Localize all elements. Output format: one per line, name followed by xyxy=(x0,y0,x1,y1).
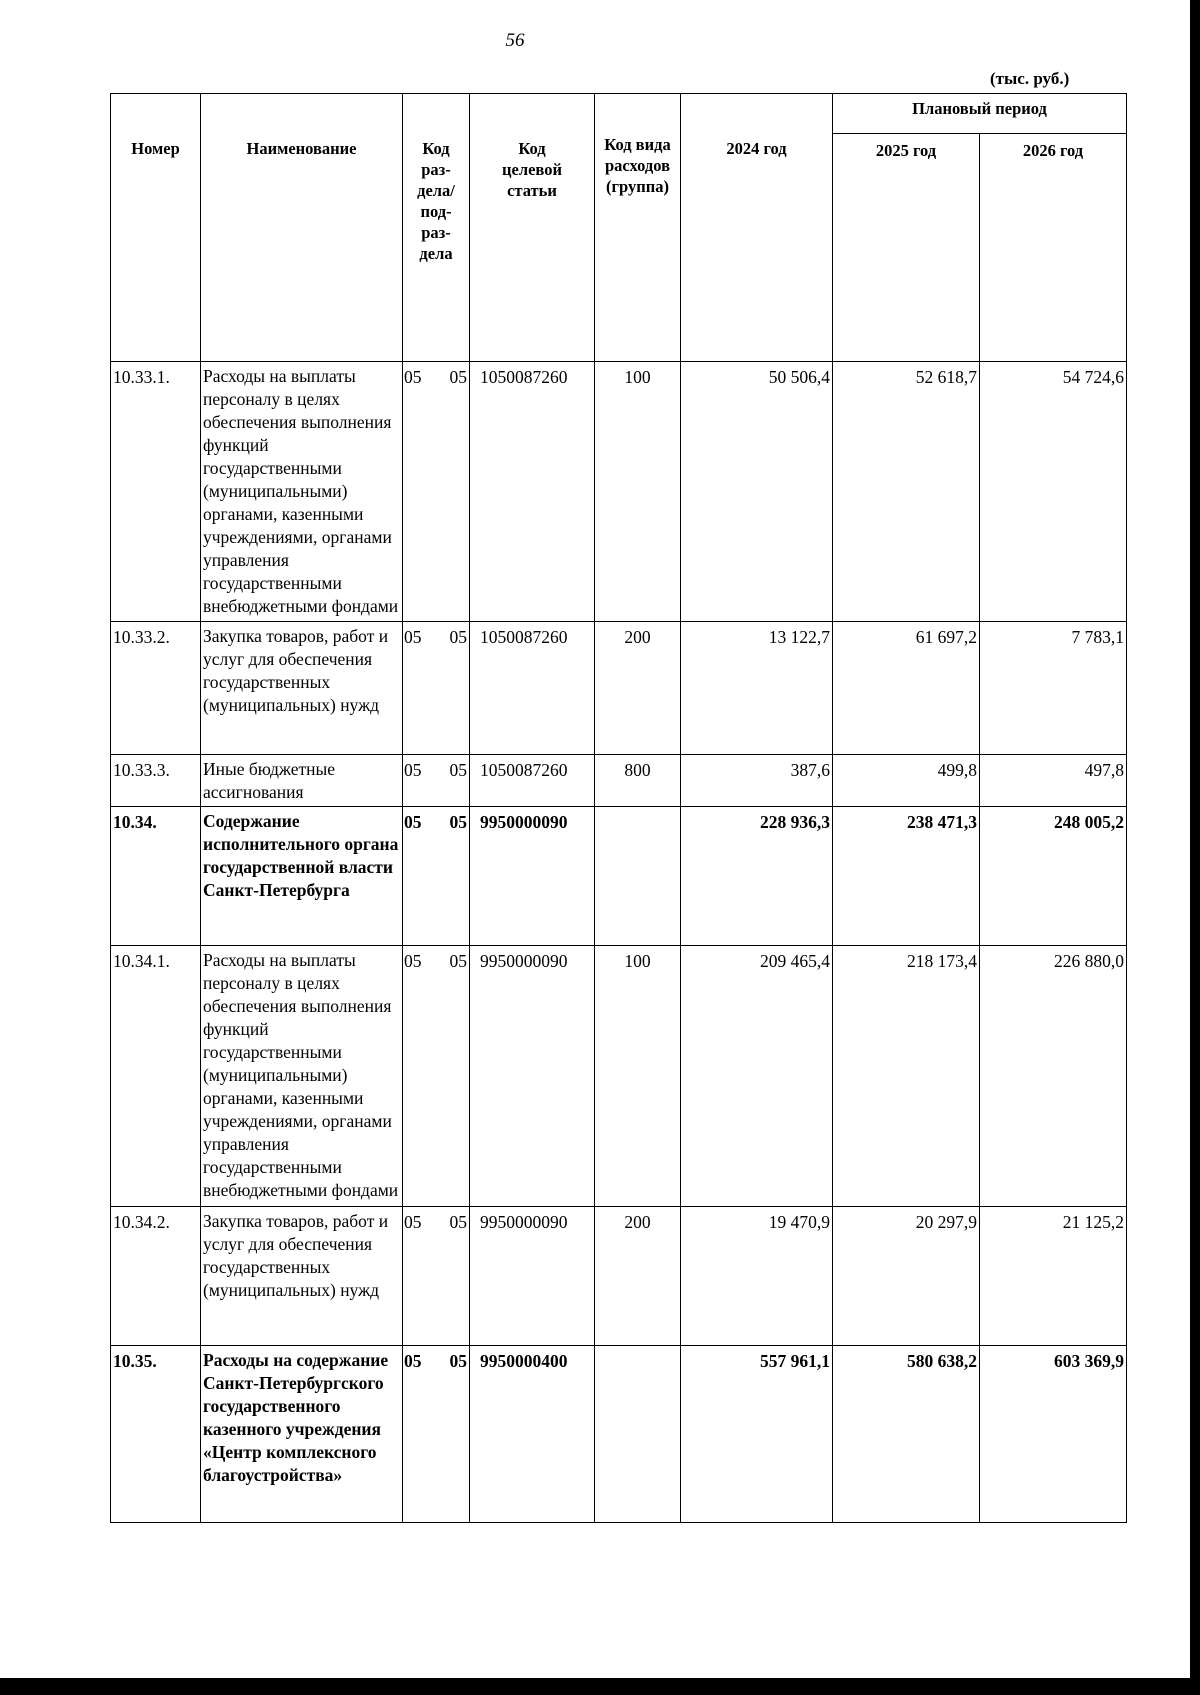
row-amount-2025: 238 471,3 xyxy=(833,807,980,946)
table-row xyxy=(111,755,1127,807)
row-amount-2026: 226 880,0 xyxy=(980,946,1127,1207)
table-row xyxy=(111,807,1127,946)
row-razdel: 05 xyxy=(404,627,422,647)
row-number: 10.35. xyxy=(111,1346,201,1523)
budget-table xyxy=(110,93,1127,1523)
table-row xyxy=(111,946,1127,1207)
row-amount-2025: 61 697,2 xyxy=(833,622,980,755)
header-number: Номер xyxy=(111,94,201,362)
row-razdel: 05 xyxy=(404,760,422,780)
units-label: (тыс. руб.) xyxy=(990,69,1070,88)
row-amount-2024: 228 936,3 xyxy=(681,807,833,946)
row-section-code xyxy=(403,1207,470,1346)
row-name: Расходы на выплаты персоналу в целях обеспечения выполнения функций государственными (муниципальными) органами, казенными учреждениями, органами управления государственными внебюджетными фондами xyxy=(201,362,403,622)
row-expense-group: 800 xyxy=(595,755,681,807)
row-section-code xyxy=(403,755,470,807)
row-number: 10.33.3. xyxy=(111,755,201,807)
header-section: Код раз- дела/ под- раз- дела xyxy=(403,94,470,362)
header-2024: 2024 год xyxy=(681,94,833,362)
row-target-code: 1050087260 xyxy=(470,755,595,807)
header-2025: 2025 год xyxy=(833,134,980,362)
page-number: 56 xyxy=(505,30,525,51)
row-name: Расходы на содержание Санкт-Петербургского государственного казенного учреждения «Центр комплексного благоустройства» xyxy=(201,1346,403,1523)
table-row xyxy=(111,622,1127,755)
row-podrazdel: 05 xyxy=(449,760,467,780)
table-row xyxy=(111,1346,1127,1523)
row-section-code xyxy=(403,1346,470,1523)
row-section-code xyxy=(403,622,470,755)
row-expense-group: 200 xyxy=(595,1207,681,1346)
row-target-code: 9950000090 xyxy=(470,946,595,1207)
row-target-code: 9950000090 xyxy=(470,1207,595,1346)
row-amount-2026: 54 724,6 xyxy=(980,362,1127,622)
row-number: 10.33.1. xyxy=(111,362,201,622)
header-row-1 xyxy=(111,94,1127,134)
table-row xyxy=(111,1207,1127,1346)
row-razdel: 05 xyxy=(404,951,422,971)
row-name: Закупка товаров, работ и услуг для обеспечения государственных (муниципальных) нужд xyxy=(201,622,403,755)
row-amount-2026: 603 369,9 xyxy=(980,1346,1127,1523)
row-number: 10.33.2. xyxy=(111,622,201,755)
row-name: Расходы на выплаты персоналу в целях обеспечения выполнения функций государственными (муниципальными) органами, казенными учреждениями, органами управления государственными внебюджетными фондами xyxy=(201,946,403,1207)
row-podrazdel: 05 xyxy=(449,1351,467,1371)
row-target-code: 1050087260 xyxy=(470,622,595,755)
row-target-code: 9950000400 xyxy=(470,1346,595,1523)
row-amount-2025: 52 618,7 xyxy=(833,362,980,622)
row-razdel: 05 xyxy=(404,1351,422,1371)
row-podrazdel: 05 xyxy=(449,812,467,832)
row-name: Закупка товаров, работ и услуг для обеспечения государственных (муниципальных) нужд xyxy=(201,1207,403,1346)
row-amount-2026: 248 005,2 xyxy=(980,807,1127,946)
header-planned-period: Плановый период xyxy=(833,94,1127,134)
row-amount-2025: 499,8 xyxy=(833,755,980,807)
row-razdel: 05 xyxy=(404,1212,422,1232)
row-podrazdel: 05 xyxy=(449,627,467,647)
scan-edge-bottom xyxy=(0,1678,1200,1695)
row-expense-group: 100 xyxy=(595,362,681,622)
row-section-code xyxy=(403,362,470,622)
table-body xyxy=(111,362,1127,1523)
row-podrazdel: 05 xyxy=(449,367,467,387)
row-amount-2026: 21 125,2 xyxy=(980,1207,1127,1346)
row-expense-group: 200 xyxy=(595,622,681,755)
row-razdel: 05 xyxy=(404,367,422,387)
row-amount-2026: 497,8 xyxy=(980,755,1127,807)
row-amount-2024: 13 122,7 xyxy=(681,622,833,755)
row-amount-2024: 387,6 xyxy=(681,755,833,807)
header-csr: Код целевой статьи xyxy=(470,94,595,362)
row-amount-2024: 19 470,9 xyxy=(681,1207,833,1346)
header-group: Код вида расходов (группа) xyxy=(595,94,681,362)
row-amount-2024: 209 465,4 xyxy=(681,946,833,1207)
row-amount-2025: 580 638,2 xyxy=(833,1346,980,1523)
row-amount-2025: 218 173,4 xyxy=(833,946,980,1207)
row-section-code xyxy=(403,946,470,1207)
row-expense-group: 100 xyxy=(595,946,681,1207)
row-number: 10.34. xyxy=(111,807,201,946)
row-amount-2025: 20 297,9 xyxy=(833,1207,980,1346)
row-number: 10.34.2. xyxy=(111,1207,201,1346)
row-amount-2024: 557 961,1 xyxy=(681,1346,833,1523)
row-expense-group xyxy=(595,1346,681,1523)
header-2026: 2026 год xyxy=(980,134,1127,362)
row-expense-group xyxy=(595,807,681,946)
row-target-code: 9950000090 xyxy=(470,807,595,946)
row-podrazdel: 05 xyxy=(449,1212,467,1232)
row-amount-2026: 7 783,1 xyxy=(980,622,1127,755)
row-number: 10.34.1. xyxy=(111,946,201,1207)
row-podrazdel: 05 xyxy=(449,951,467,971)
row-section-code xyxy=(403,807,470,946)
table-row xyxy=(111,362,1127,622)
row-razdel: 05 xyxy=(404,812,422,832)
row-target-code: 1050087260 xyxy=(470,362,595,622)
header-name: Наименование xyxy=(201,94,403,362)
row-amount-2024: 50 506,4 xyxy=(681,362,833,622)
scan-edge-right xyxy=(1190,0,1200,1695)
row-name: Иные бюджетные ассигнования xyxy=(201,755,403,807)
row-name: Содержание исполнительного органа государственной власти Санкт-Петербурга xyxy=(201,807,403,946)
